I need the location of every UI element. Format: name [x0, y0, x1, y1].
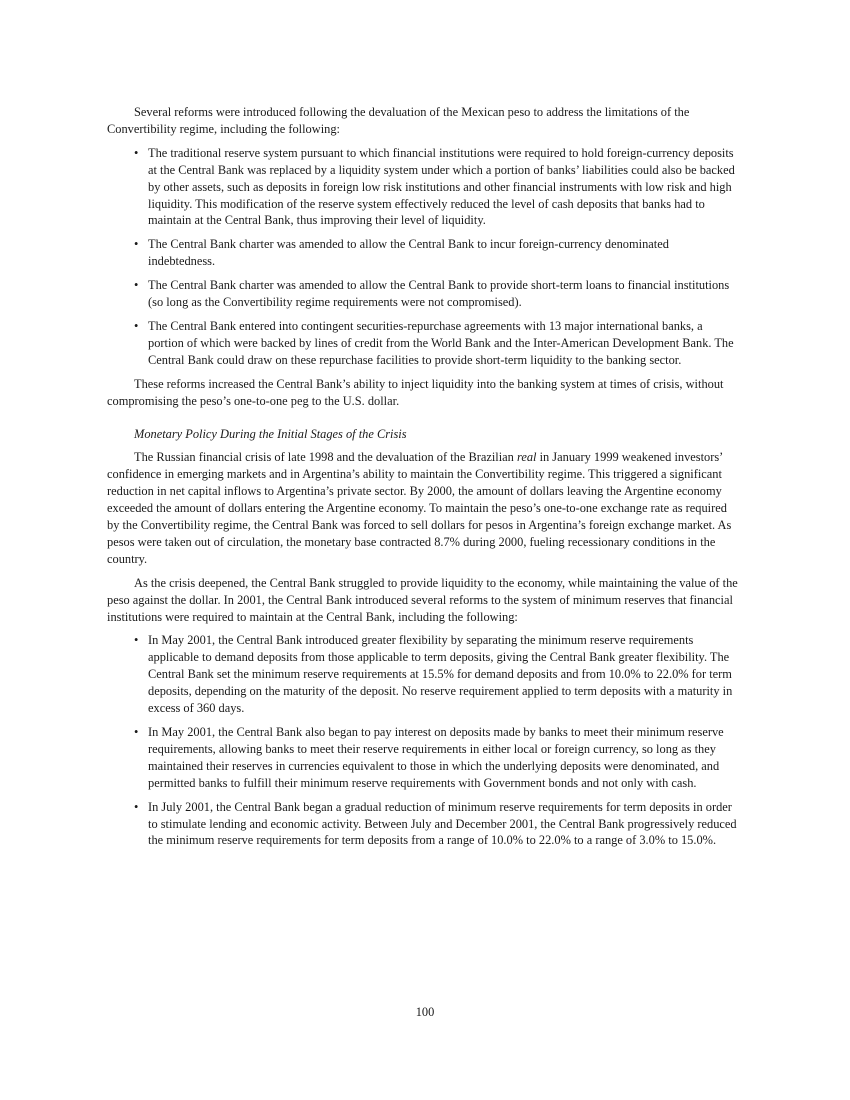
reforms-summary-paragraph: These reforms increased the Central Bank’s ability to inject liquidity into the banking system at times of crisis, without compromising the peso’s one-to-one peg to the U.S. dollar.	[107, 376, 724, 408]
reforms-list	[107, 145, 739, 369]
bullet-icon: •	[134, 725, 139, 739]
bullet-icon: •	[134, 633, 139, 648]
list-item	[107, 236, 739, 270]
paragraph-text: in January 1999 weakened investors’ confidence in emerging markets and in Argentina’s ability to maintain the Convertibility regime. This triggered a significant reduction in net capital inflows to Argentina’s private sector. By 2000, the amount of dollars leaving the Argentine economy exceeded the amount of dollars entering the Argentine economy. To maintain the peso’s one-to-one exchange rate as required by the Convertibility regime, the Central Bank was forced to sell dollars for pesos in Argentina’s foreign exchange market. As pesos were taken out of circulation, the monetary base contracted 8.7% during 2000, fueling recessionary conditions in the country.	[107, 450, 732, 566]
section-heading: Monetary Policy During the Initial Stages of the Crisis	[134, 426, 407, 441]
list-item-text: The Central Bank charter was amended to allow the Central Bank to provide short-term loans to financial institutions (so long as the Convertibility regime requirements were not compromised).	[148, 278, 730, 310]
bullet-icon: •	[134, 145, 139, 160]
list-item	[107, 632, 739, 717]
list-item-text: In May 2001, the Central Bank also began to pay interest on deposits made by banks to meet their minimum reserve requirements, allowing banks to meet their reserve requirements in either local or foreign currency, so long as they maintained their reserves in currencies equivalent to those in which the underlying deposits were denominated, and permitted banks to fulfill their minimum reserve requirements with Government bonds and not only with cash.	[148, 725, 724, 790]
bullet-icon: •	[134, 237, 139, 252]
list-item-text: The Central Bank entered into contingent securities-repurchase agreements with 13 major international banks, a portion of which were backed by lines of credit from the World Bank and the Inter-American Development Bank. The Central Bank could draw on these repurchase facilities to provide short-term liquidity to the banking sector.	[148, 318, 734, 367]
paragraph-text: The Russian financial crisis of late 1998 and the devaluation of the Brazilian	[134, 450, 517, 465]
bullet-icon: •	[134, 278, 139, 293]
list-item	[107, 318, 739, 369]
list-item-text: The Central Bank charter was amended to allow the Central Bank to incur foreign-currency denominated indebtedness.	[148, 237, 669, 269]
list-item	[107, 799, 739, 850]
list-item-text: In July 2001, the Central Bank began a gradual reduction of minimum reserve requirements for term deposits in order to stimulate lending and economic activity. Between July and December 2001, the Central Bank progressively reduced the minimum reserve requirements for term deposits from a range of 10.0% to 22.0% to a range of 3.0% to 15.0%.	[148, 799, 737, 848]
list-item-text: In May 2001, the Central Bank introduced greater flexibility by separating the minimum reserve requirements applicable to demand deposits from those applicable to term deposits, giving the Central Bank greater flexibility. The Central Bank set the minimum reserve requirements at 15.5% for demand deposits and from 10.0% to 22.0% for term deposits, depending on the maturity of the deposit. No reserve requirement applied to term deposits with a maturity in excess of 360 days.	[148, 633, 733, 716]
list-item	[107, 145, 739, 230]
list-item	[107, 277, 739, 311]
bullet-icon: •	[134, 799, 139, 814]
italic-term: real	[516, 450, 537, 465]
minimum-reserves-list	[107, 632, 739, 849]
document-body	[107, 104, 739, 856]
russian-crisis-paragraph	[107, 449, 739, 567]
crisis-deepened-paragraph: As the crisis deepened, the Central Bank struggled to provide liquidity to the economy, while maintaining the value of the peso against the dollar. In 2001, the Central Bank introduced several reforms to the system of minimum reserves that financial institutions were required to maintain at the Central Bank, including the following:	[107, 575, 738, 624]
list-item	[107, 724, 739, 792]
page-number: 100	[415, 1005, 435, 1019]
intro-paragraph: Several reforms were introduced following the devaluation of the Mexican peso to address the limitations of the Convertibility regime, including the following:	[107, 105, 690, 136]
list-item-text: The traditional reserve system pursuant to which financial institutions were required to hold foreign-currency deposits at the Central Bank was replaced by a liquidity system under which a portion of banks’ liabilities could also be backed by other assets, such as deposits in foreign low risk institutions and other financial instruments with low risk and high liquidity. This modification of the reserve system effectively reduced the level of cash deposits that banks had to maintain at the Central Bank, thus improving their level of liquidity.	[148, 145, 735, 228]
bullet-icon: •	[134, 318, 139, 333]
